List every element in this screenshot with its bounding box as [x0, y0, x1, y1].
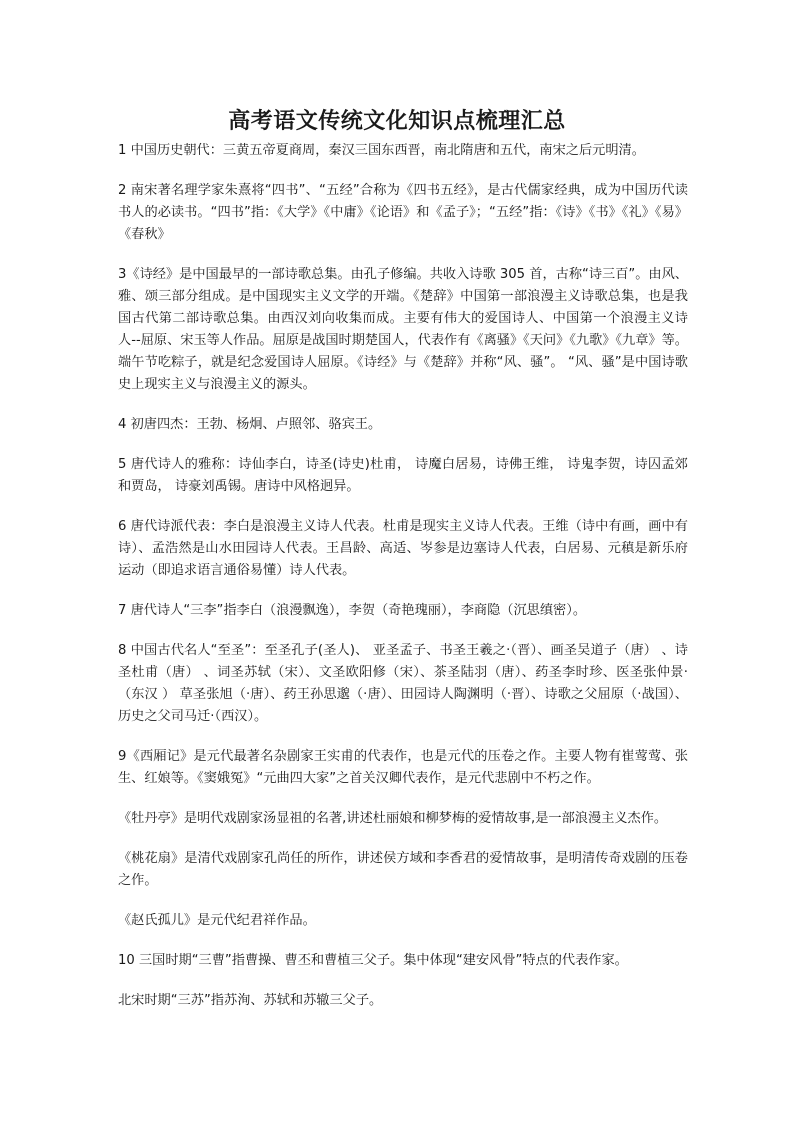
paragraph-gap [118, 728, 688, 746]
paragraph-gap [118, 436, 688, 454]
paragraph-gap [118, 932, 688, 950]
paragraph-gap [118, 830, 688, 848]
paragraph-1: 1 中国历史朝代：三黄五帝夏商周，秦汉三国东西晋，南北隋唐和五代，南宋之后元明清。 [118, 143, 645, 158]
paragraph-gap [118, 622, 688, 640]
paragraph-12: 《赵氏孤儿》是元代纪君祥作品。 [118, 913, 316, 928]
paragraph-14: 北宋时期“三苏”指苏洵、苏轼和苏辙三父子。 [118, 993, 383, 1008]
paragraph-gap [118, 972, 688, 990]
paragraph-gap [118, 892, 688, 910]
document-body [118, 140, 688, 1012]
paragraph-13: 10 三国时期“三曹”指曹操、曹丕和曹植三父子。集中体现“建安风骨”特点的代表作家。 [118, 953, 628, 968]
paragraph-8: 8 中国古代名人“至圣”：至圣孔子(圣人)、 亚圣孟子、书圣王羲之·（晋）、画圣吴道子（唐） 、诗圣杜甫（唐） 、词圣苏轼（宋）、文圣欧阳修（宋）、茶圣陆羽（唐）、药圣李时珍、医圣张仲景·（东汉 ） 草圣张旭（·唐）、药王孙思邈（·唐）、田园诗人陶渊明（·晋）、诗歌之父屈原（·战国）、 历史之父司马迁·（西汉）。 [118, 643, 688, 724]
paragraph-7: 7 唐代诗人“三李”指李白（浪漫飘逸），李贺（奇艳瑰丽），李商隐（沉思缜密）。 [118, 603, 587, 618]
paragraph-6: 6 唐代诗派代表：李白是浪漫主义诗人代表。杜甫是现实主义诗人代表。王维（诗中有画，画中有诗）、孟浩然是山水田园诗人代表。王昌龄、高适、岑参是边塞诗人代表，白居易、元稹是新乐府运动（即追求语言通俗易懂）诗人代表。 [118, 519, 688, 578]
page-title: 高考语文传统文化知识点梳理汇总 [228, 109, 566, 134]
paragraph-gap [118, 396, 688, 414]
paragraph-11: 《桃花扇》是清代戏剧家孔尚任的所作，讲述侯方域和李香君的爱情故事，是明清传奇戏剧的压卷之作。 [118, 851, 688, 888]
paragraph-gap [118, 498, 688, 516]
paragraph-gap [118, 790, 688, 808]
paragraph-9: 9《西厢记》是元代最著名杂剧家王实甫的代表作，也是元代的压卷之作。主要人物有崔莺莺、张生、红娘等。《窦娥冤》“元曲四大家”之首关汉卿代表作，是元代悲剧中不朽之作。 [118, 749, 688, 786]
paragraph-gap [118, 582, 688, 600]
paragraph-3: 3《诗经》是中国最早的一部诗歌总集。由孔子修编。共收入诗歌 305 首，古称“诗三百”。由风、雅、颂三部分组成。是中国现实主义文学的开端。《楚辞》中国第一部浪漫主义诗歌总集，也是我国古代第二部诗歌总集。由西汉刘向收集而成。主要有伟大的爱国诗人、中国第一个浪漫主义诗人--屈原、宋玉等人作品。屈原是战国时期楚国人，代表作有《离骚》《天问》《九歌》《九章》等。端午节吃粽子，就是纪念爱国诗人屈原。《诗经》与《楚辞》并称“风、骚”。 “风、骚”是中国诗歌史上现实主义与浪漫主义的源头。 [118, 267, 688, 392]
paragraph-4: 4 初唐四杰：王勃、杨炯、卢照邻、骆宾王。 [118, 417, 382, 432]
paragraph-10: 《牡丹亭》是明代戏剧家汤显祖的名著,讲述杜丽娘和柳梦梅的爱情故事,是一部浪漫主义杰作。 [118, 811, 668, 826]
paragraph-gap [118, 162, 688, 180]
paragraph-2: 2 南宋著名理学家朱熹将“四书”、“五经”合称为《四书五经》，是古代儒家经典，成为中国历代读书人的必读书。“四书”指：《大学》《中庸》《论语》和《孟子》；“五经”指：《诗》《书》《礼》《易》《春秋》 [118, 183, 688, 242]
paragraph-5: 5 唐代诗人的雅称：诗仙李白，诗圣(诗史)杜甫， 诗魔白居易，诗佛王维， 诗鬼李贺，诗囚孟郊和贾岛， 诗豪刘禹锡。唐诗中风格迥异。 [118, 457, 688, 494]
paragraph-gap [118, 246, 688, 264]
